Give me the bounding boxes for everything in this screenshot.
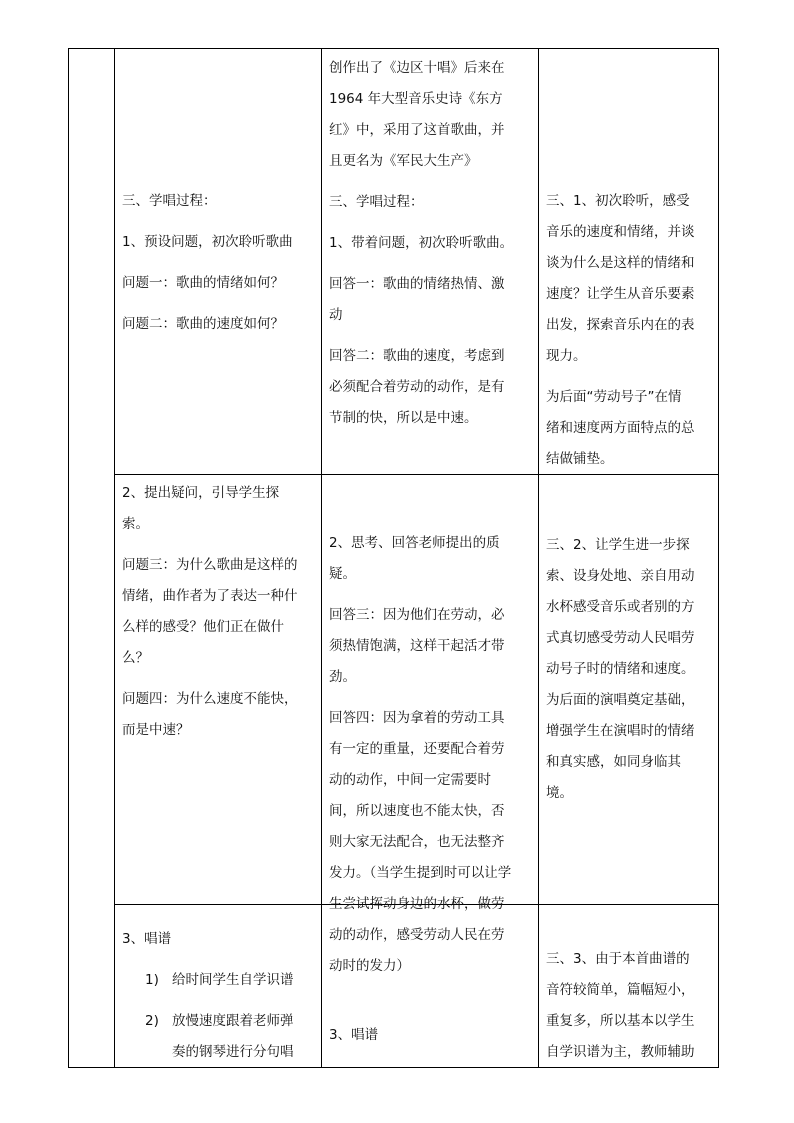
intent-line: 三、3、由于本首曲谱的 <box>546 951 690 967</box>
answer-four-line: 则大家无法配合，也无法整齐 <box>329 834 505 850</box>
question-four-line: 问题四：为什么速度不能快， <box>122 691 298 707</box>
list-text: 奏的钢琴进行分句唱 <box>172 1044 294 1060</box>
answer-four-line: 发力。（当学生提到时可以让学 <box>329 865 512 881</box>
intent-line: 重复多，所以基本以学生 <box>546 1013 695 1029</box>
intent-line: 速度？让学生从音乐要素 <box>546 286 695 302</box>
intro-line: 红》中，采用了这首歌曲，并 <box>329 122 505 138</box>
answer-four-line: 间，所以速度也不能太快，否 <box>329 803 505 819</box>
teacher-activity-top <box>122 186 317 340</box>
section-heading: 三、学唱过程： <box>122 193 217 209</box>
answer-four-line: 动时的发力） <box>329 958 410 974</box>
table-col-divider-3 <box>538 48 539 1068</box>
answer-four-line: 生尝试挥动身边的水杯，做劳 <box>329 896 505 912</box>
answer-one-line: 动 <box>329 307 343 323</box>
intent-line: 绪和速度两方面特点的总 <box>546 420 695 436</box>
question-four-line: 而是中速？ <box>122 722 190 738</box>
intent-line: 式真切感受劳动人民唱劳 <box>546 630 695 646</box>
answer-three-line: 劲。 <box>329 669 356 685</box>
teacher-activity-bottom <box>122 924 317 1068</box>
intro-line: 1964 年大型音乐史诗《东方 <box>329 91 503 107</box>
step-line: 疑。 <box>329 566 356 582</box>
step-line: 索。 <box>122 516 149 532</box>
intent-line: 动号子时的情绪和速度。 <box>546 661 695 677</box>
question-three-line: 问题三：为什么歌曲是这样的 <box>122 557 298 573</box>
answer-four-line: 回答四：因为拿着的劳动工具 <box>329 710 505 726</box>
table-col-divider-2 <box>321 48 322 1068</box>
step-text: 1、带着问题，初次聆听歌曲。 <box>329 235 514 251</box>
intent-line: 三、1、初次聆听，感受 <box>546 193 690 209</box>
intent-line: 自学识谱为主，教师辅助 <box>546 1044 695 1060</box>
answer-four-line: 有一定的重量，还要配合着劳 <box>329 741 505 757</box>
question-three-line: 么？ <box>122 650 149 666</box>
steps-list <box>122 965 317 1068</box>
list-text: 放慢速度跟着老师弹 <box>172 1013 294 1029</box>
intent-line: 增强学生在演唱时的情绪 <box>546 723 695 739</box>
intent-line: 为后面的演唱奠定基础， <box>546 692 695 708</box>
answer-three-line: 须热情饱满，这样干起活才带 <box>329 638 505 654</box>
table-border-top <box>68 48 719 49</box>
table-col-divider-1 <box>114 48 115 1068</box>
step-line: 2、提出疑问，引导学生探 <box>122 485 280 501</box>
answer-three-line: 回答三：因为他们在劳动，必 <box>329 607 505 623</box>
table-border-left <box>68 48 69 1068</box>
design-intent-mid <box>546 530 714 809</box>
design-intent-bottom <box>546 944 714 1068</box>
sing-score-heading: 3、唱谱 <box>122 931 172 947</box>
step-text: 1、预设问题，初次聆听歌曲 <box>122 234 293 250</box>
design-intent-top <box>546 186 714 475</box>
intent-line: 为后面“劳动号子”在情 <box>546 389 682 405</box>
question-one: 问题一：歌曲的情绪如何？ <box>122 275 284 291</box>
answer-four-line: 动的动作，中间一定需要时 <box>329 772 491 788</box>
sing-score-heading: 3、唱谱 <box>329 1027 379 1043</box>
teacher-activity-mid <box>122 478 317 746</box>
step-line: 2、思考、回答老师提出的质 <box>329 535 500 551</box>
student-activity-top <box>329 53 534 434</box>
intent-line: 和真实感，如同身临其 <box>546 754 681 770</box>
student-activity-mid <box>329 528 534 1051</box>
list-item <box>122 1006 317 1068</box>
section-heading: 三、学唱过程： <box>329 194 424 210</box>
answer-one-line: 回答一：歌曲的情绪热情、激 <box>329 276 505 292</box>
question-three-line: 情绪，曲作者为了表达一种什 <box>122 588 298 604</box>
intro-line: 创作出了《边区十唱》后来在 <box>329 60 505 76</box>
list-text: 给时间学生自学识谱 <box>172 972 294 988</box>
intent-line: 三、2、让学生进一步探 <box>546 537 690 553</box>
list-number: 1) <box>145 972 159 988</box>
table-border-right <box>718 48 719 1068</box>
question-two: 问题二：歌曲的速度如何？ <box>122 316 284 332</box>
intent-line: 索、设身处地、亲自用动 <box>546 568 695 584</box>
question-three-line: 么样的感受？他们正在做什 <box>122 619 284 635</box>
answer-four-line: 动的动作，感受劳动人民在劳 <box>329 927 505 943</box>
intent-line: 音符较简单，篇幅短小， <box>546 982 695 998</box>
intent-line: 水杯感受音乐或者别的方 <box>546 599 695 615</box>
intent-line: 谈为什么是这样的情绪和 <box>546 255 695 271</box>
intent-line: 境。 <box>546 785 573 801</box>
list-item <box>122 965 317 996</box>
list-number: 2) <box>145 1013 159 1029</box>
intro-line: 且更名为《军民大生产》 <box>329 153 478 169</box>
intent-line: 出发，探索音乐内在的表 <box>546 317 695 333</box>
intent-line: 现力。 <box>546 348 587 364</box>
answer-two-line: 节制的快，所以是中速。 <box>329 410 478 426</box>
intent-line: 音乐的速度和情绪，并谈 <box>546 224 695 240</box>
answer-two-line: 回答二：歌曲的速度，考虑到 <box>329 348 505 364</box>
intent-line: 结做铺垫。 <box>546 451 614 467</box>
answer-two-line: 必须配合着劳动的动作，是有 <box>329 379 505 395</box>
